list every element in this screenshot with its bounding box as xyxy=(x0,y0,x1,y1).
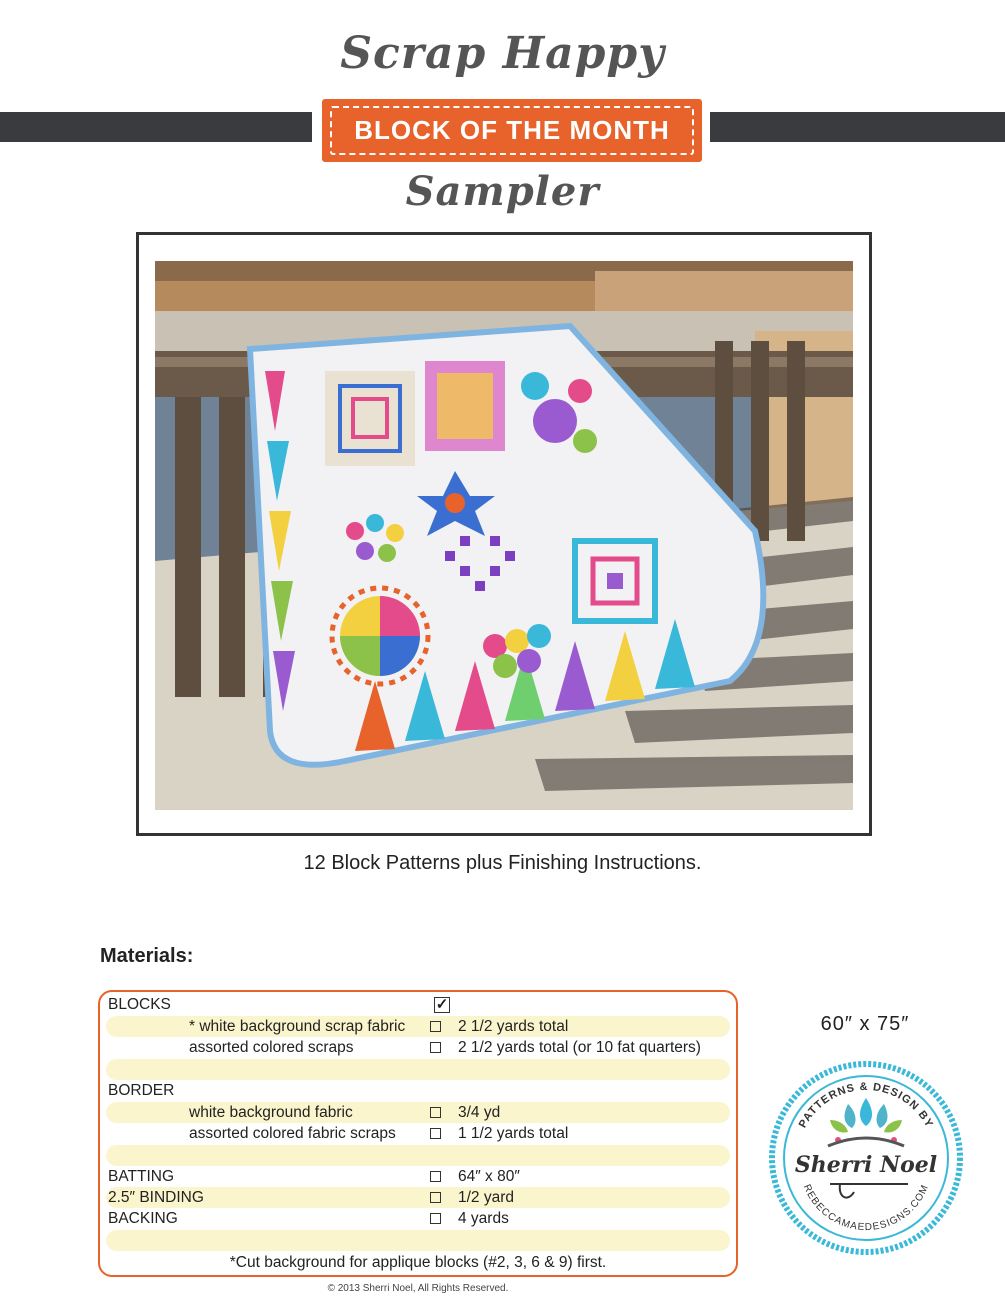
material-name: BLOCKS xyxy=(108,996,171,1013)
materials-row xyxy=(106,1123,730,1144)
materials-row-border xyxy=(106,1080,730,1101)
materials-heading: Materials: xyxy=(100,945,194,967)
materials-table xyxy=(98,990,738,1277)
checkbox[interactable] xyxy=(430,1171,441,1182)
quilt-photo xyxy=(155,261,853,810)
checked-checkbox-icon: ✓ xyxy=(435,996,449,1013)
quilt-photo-frame xyxy=(136,232,872,836)
material-name: assorted colored fabric scraps xyxy=(189,1125,396,1142)
header-stripe-right xyxy=(710,112,1005,142)
materials-row xyxy=(106,1016,730,1037)
materials-row-spacer xyxy=(106,1230,730,1251)
checkbox[interactable] xyxy=(430,1107,441,1118)
copyright: © 2013 Sherri Noel, All Rights Reserved. xyxy=(327,1283,509,1294)
sherri-noel-logo xyxy=(768,1060,964,1256)
materials-row xyxy=(106,1037,730,1058)
material-name: white background fabric xyxy=(189,1104,353,1121)
quilt-size: 60″ x 75″ xyxy=(820,1013,910,1035)
logo-bottom-text: REBECCAMAEDESIGNS.COM xyxy=(800,1182,932,1234)
materials-row-spacer xyxy=(106,1145,730,1166)
material-name: assorted colored scraps xyxy=(189,1039,354,1056)
material-name: * white background scrap fabric xyxy=(189,1018,406,1035)
title-scrap-happy: Scrap Happy xyxy=(340,28,665,79)
header-stripe-left xyxy=(0,112,312,142)
logo-top-text: PATTERNS & DESIGN BY xyxy=(796,1080,936,1130)
checkbox[interactable] xyxy=(430,1021,441,1032)
materials-row xyxy=(106,1187,730,1208)
checkbox[interactable] xyxy=(430,1128,441,1139)
checkbox[interactable] xyxy=(430,1042,441,1053)
material-quantity: 2 1/2 yards total (or 10 fat quarters) xyxy=(458,1039,701,1056)
material-name: BORDER xyxy=(108,1082,175,1099)
photo-caption: 12 Block Patterns plus Finishing Instructions. xyxy=(303,852,702,874)
material-quantity: 64″ x 80″ xyxy=(458,1168,520,1185)
title-sampler: Sampler xyxy=(405,168,600,215)
quilt-photo-illustration xyxy=(155,261,853,810)
material-name: 2.5″ BINDING xyxy=(108,1189,204,1206)
logo-badge xyxy=(768,1060,964,1256)
materials-row xyxy=(106,1166,730,1187)
material-quantity: 1 1/2 yards total xyxy=(458,1125,569,1142)
materials-row xyxy=(106,1102,730,1123)
material-quantity: 3/4 yd xyxy=(458,1104,501,1121)
block-of-the-month-banner xyxy=(322,99,702,162)
material-quantity: 1/2 yard xyxy=(458,1189,515,1206)
banner-label: BLOCK OF THE MONTH xyxy=(330,106,694,155)
material-quantity: 2 1/2 yards total xyxy=(458,1018,569,1035)
material-name: BACKING xyxy=(108,1210,178,1227)
material-name: BATTING xyxy=(108,1168,175,1185)
materials-footnote: *Cut background for applique blocks (#2, 3, 6 & 9) first. xyxy=(229,1254,607,1271)
materials-row-spacer xyxy=(106,1059,730,1080)
logo-name: Sherri Noel xyxy=(794,1152,938,1178)
checkbox[interactable] xyxy=(430,1213,441,1224)
checkbox[interactable] xyxy=(430,1192,441,1203)
materials-row-blocks xyxy=(106,994,730,1015)
materials-row xyxy=(106,1208,730,1229)
material-quantity: 4 yards xyxy=(458,1210,509,1227)
